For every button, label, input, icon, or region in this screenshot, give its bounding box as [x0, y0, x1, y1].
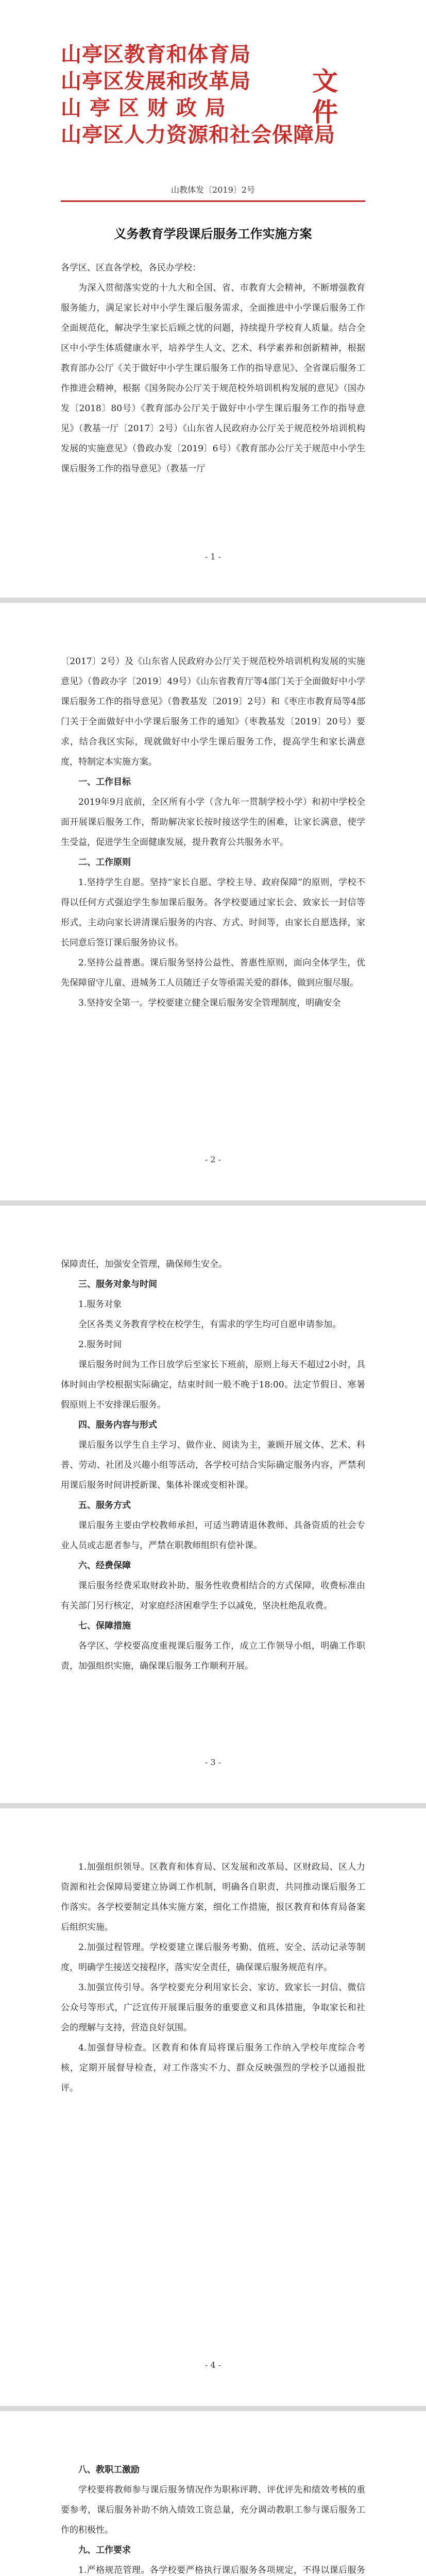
section-heading: 一、工作目标	[78, 777, 131, 787]
paragraph: 课后服务经费采取财政补助、服务性收费相结合的方式保障，收费标准由有关部门另行核定，对家庭经济困难学生予以减免，坚决杜绝乱收费。	[61, 1581, 365, 1611]
page-3	[0, 1206, 426, 1803]
page-number: - 4 -	[205, 2360, 221, 2370]
page-3-body	[61, 1206, 365, 1676]
page-1	[0, 0, 426, 598]
page-4	[0, 1808, 426, 2406]
paragraph: 2019年9月底前，全区所有小学（含九年一贯制学校小学）和初中学校全面开展课后服务工作，帮助解决家长按时接送学生的困难，让家长满意，使学生受益，促进学生全面健康发展，提升教育公共服务水平。	[61, 797, 365, 848]
paragraph: 课后服务时间为工作日放学后至家长下班前，原则上每天不超过2小时，具体时间由学校根据实际确定，结束时间一般不晚于18:00。法定节假日、寒暑假原则上不安排课后服务。	[61, 1360, 365, 1410]
paragraph: 1.加强组织领导。区教育和体育局、区发展和改革局、区财政局、区人力资源和社会保障局要建立协调工作机制，明确各自职责，共同推动课后服务工作落实。各学校要制定具体实施方案，细化工作措施，报区教育和体育局备案后组织实施。	[61, 1862, 365, 1933]
paragraph: 1.严格规范管理。各学校要严格执行课后服务各项规定，不得以课后服务	[78, 2565, 365, 2575]
section-heading: 六、经费保障	[78, 1561, 131, 1571]
paragraph: 3.加强宣传引导。各学校要充分利用家长会、家访、致家长一封信、微信公众号等形式，广泛宣传开展课后服务的重要意义和具体措施，争取家长和社会的理解与支持，营造良好氛围。	[61, 1982, 365, 2033]
document-label: 文件	[312, 66, 338, 127]
paragraph: 2.加强过程管理。学校要建立课后服务考勤、值班、安全、活动记录等制度，明确学生接送交接程序，落实安全责任，确保课后服务规范有序。	[61, 1942, 365, 1973]
section-heading: 三、服务对象与时间	[78, 1279, 157, 1290]
subheading: 2.服务时间	[78, 1340, 122, 1350]
paragraph: 课后服务主要由学校教师承担，可适当聘请退休教师、具备资质的社会专业人员或志愿者参与，严禁在职教师组织有偿补课。	[61, 1520, 365, 1551]
page-number: - 3 -	[205, 1757, 221, 1767]
paragraph: 〔2017〕2号）及《山东省人民政府办公厅关于规范校外培训机构发展的实施意见》（鲁政办字〔2019〕49号）《山东省教育厅等4部门关于全面做好中小学课后服务工作的指导意见》（鲁教基发〔2019〕2号）和《枣庄市教育局等4部门关于全面做好中小学课后服务工作的通知》（枣教基发〔2019〕20号）要求，结合我区实际，现就做好中小学生课后服务工作，提高学生和家长满意度，特制定本实施方案。	[61, 656, 365, 767]
agency-finance: 山 亭 区 财 政 局	[61, 96, 226, 120]
paragraph: 2.坚持公益普惠。课后服务坚持公益性、普惠性原则，面向全体学生，优先保障留守儿童、进城务工人员随迁子女等亟需关爱的群体，做到应服尽服。	[61, 958, 365, 988]
document-title: 义务教育学段课后服务工作实施方案	[114, 227, 312, 241]
paragraph: 为深入贯彻落实党的十九大和全国、省、市教育大会精神，不断增强教育服务能力，满足家长对中小学生课后服务需求，全面推进中小学课后服务工作全面规范化，解决学生家长后顾之忧的问题，持续提升学校育人质量。结合全区中小学生体质健康水平，培养学生人文、艺术、科学素养和创新精神，根据教育部办公厅《关于做好中小学生课后服务工作的指导意见》、全省课后服务工作推进会精神，根据《国务院办公厅关于规范校外培训机构发展的意见》（国办发〔2018〕80号）《教育部办公厅关于做好中小学生课后服务工作的指导意见》（教基一厅〔2017〕2号）《山东省人民政府办公厅关于规范校外培训机构发展的实施意见》（鲁政办发〔2019〕6号）《教育部办公厅关于规范中小学生课后服务工作的指导意见》（教基一厅	[61, 283, 365, 474]
document-number: 山教体发〔2019〕2号	[171, 185, 255, 195]
agency-hr: 山亭区人力资源和社会保障局	[61, 123, 335, 147]
section-heading: 九、工作要求	[78, 2545, 131, 2555]
page-2-body	[61, 603, 365, 1013]
paragraph: 学校要将教师参与课后服务情况作为职称评聘、评优评先和绩效考核的重要参考，课后服务补助不纳入绩效工资总量，充分调动教职工参与课后服务工作的积极性。	[61, 2485, 365, 2535]
page-4-body	[61, 1808, 365, 2098]
section-heading: 八、教职工激励	[78, 2465, 140, 2475]
page-2	[0, 603, 426, 1200]
paragraph: 保障责任，加强安全管理，确保师生安全。	[61, 1259, 227, 1269]
paragraph: 全区各类义务教育学校在校学生，有需求的学生均可自愿申请参加。	[78, 1319, 341, 1330]
section-heading: 二、工作原则	[78, 857, 131, 868]
page-1-body	[61, 258, 365, 479]
agency-development: 山亭区发展和改革局	[61, 70, 251, 93]
section-heading: 五、服务方式	[78, 1500, 131, 1511]
paragraph: 1.坚持学生自愿。坚持“家长自愿、学校主导、政府保障”的原则，学校不得以任何方式强迫学生参加课后服务。各学校要通过家长会、致家长一封信等形式，主动向家长讲清课后服务的内容、方式、时间等，由家长自愿选择，家长同意后签订课后服务协议书。	[61, 877, 365, 948]
red-divider	[61, 200, 365, 202]
page-5-body	[61, 2411, 365, 2576]
section-heading: 七、保障措施	[78, 1621, 131, 1631]
document-header	[61, 0, 365, 170]
subheading: 1.服务对象	[78, 1299, 122, 1310]
paragraph: 3.坚持安全第一。学校要建立健全课后服务安全管理制度，明确安全	[78, 998, 341, 1008]
paragraph: 各学区、学校要高度重视课后服务工作，成立工作领导小组，明确工作职责，加强组织实施，确保课后服务工作顺利开展。	[61, 1641, 365, 1671]
page-5	[0, 2411, 426, 2576]
page-number: - 1 -	[205, 552, 221, 562]
paragraph: 课后服务以学生自主学习、做作业、阅读为主，兼顾开展文体、艺术、科普、劳动、社团及兴趣小组等活动，各学校可结合实际确定服务内容，严禁利用课后服务时间讲授新课、集体补课或变相补课。	[61, 1440, 365, 1490]
agency-education: 山亭区教育和体育局	[61, 43, 251, 66]
page-number: - 2 -	[205, 1155, 221, 1164]
paragraph: 4.加强督导检查。区教育和体育局将课后服务工作纳入学校年度综合考核，定期开展督导检查，对工作落实不力、群众反映强烈的学校予以通报批评。	[61, 2043, 365, 2093]
salutation: 各学区、区直各学校，各民办学校：	[61, 263, 201, 273]
section-heading: 四、服务内容与形式	[78, 1420, 157, 1430]
